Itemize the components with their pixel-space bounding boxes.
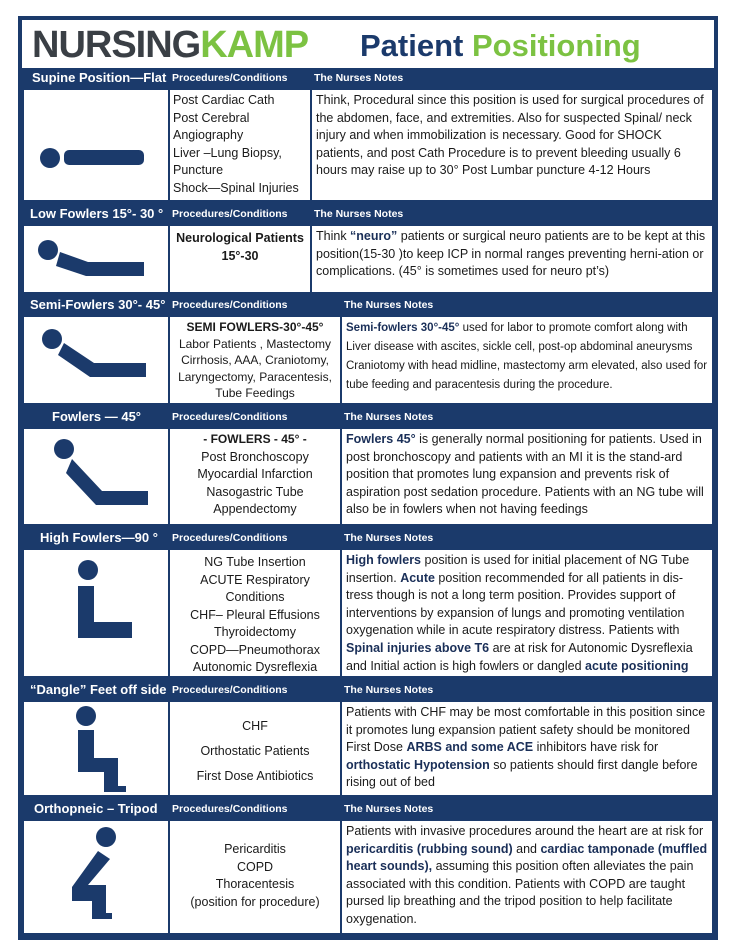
notes-emphasis: Fowlers 45°: [346, 432, 416, 446]
position-icon-cell: [24, 429, 168, 524]
notes-text: inhibitors have risk for: [533, 740, 659, 755]
position-title: High Fowlers—90 °: [40, 530, 158, 545]
procedure-item: Cirrhosis, AAA, Craniotomy,: [181, 353, 329, 367]
page-title: [360, 26, 641, 66]
notes-column-header: The Nurses Notes: [344, 299, 434, 311]
procedures-column-header: Procedures/Conditions: [172, 803, 288, 815]
procedures-cell: [170, 90, 310, 200]
position-title: “Dangle” Feet off side: [30, 682, 167, 697]
notes-emphasis: “neuro”: [350, 229, 398, 243]
position-title: Supine Position—Flat: [32, 70, 167, 85]
section-fowlers: [22, 407, 714, 528]
procedure-item: (position for procedure): [190, 894, 320, 909]
procedures-cell: [170, 317, 340, 403]
notes-text: Patients with invasive procedures around the heart are at risk for: [346, 824, 704, 838]
procedure-item: Tube Feedings: [215, 386, 295, 400]
notes-emphasis: ARBS and some ACE: [406, 740, 534, 755]
notes-cell: [342, 429, 712, 524]
position-icon-cell: [24, 550, 168, 676]
procedures-heading: SEMI FOWLERS-30°-45°: [186, 320, 324, 334]
notes-text: position recommended for all patients in dis-tress though is not a long term position. Provides support of interventions by expansion of lungs and promoting ventilation oxygenation while in acute respiratory distress. Patients with: [346, 570, 685, 638]
procedure-item: Liver –Lung Biopsy,: [173, 145, 282, 160]
notes-text: used for labor to promote comfort along with Liver disease with ascites, sickle cell, post-op abdominal aneurysms Craniotomy with head midline, mastectomy arm elevated, also used for tube feeding and paracentesis during the procedure.: [346, 322, 708, 391]
low-fowlers-figure-icon: [24, 226, 168, 292]
section-header: [22, 528, 714, 548]
procedure-item: Pericarditis: [224, 842, 286, 856]
notes-text: position is used for initial placement of NG Tube insertion.: [346, 553, 690, 585]
procedure-item: Post Cerebral: [173, 110, 250, 125]
notes-text: Patients with CHF may be most comfortable in this position since it promotes lung expansion patient safety should be monitored First Dose: [346, 705, 706, 755]
notes-text: Think: [316, 229, 351, 243]
procedure-item: Post Cardiac Cath: [173, 93, 275, 107]
procedures-column-header: Procedures/Conditions: [172, 411, 288, 423]
procedure-item: COPD—Pneumothorax: [190, 642, 320, 657]
section-header: [22, 204, 714, 224]
notes-column-header: The Nurses Notes: [344, 684, 434, 696]
notes-cell: [342, 317, 712, 403]
procedure-item: Labor Patients , Mastectomy: [178, 336, 332, 351]
procedures-cell: [170, 821, 340, 933]
notes-emphasis: Semi-fowlers 30°-45°: [346, 322, 460, 334]
position-title: Low Fowlers 15°- 30 °: [30, 206, 164, 221]
notes-text: is generally normal positioning for patients. Used in post bronchoscopy and patients with an MI it is the stand-ard position that promotes lung expansion and prevents risk of aspiration post sedation procedure. Patients with an NG tube will also be in fowlers when not having feedings: [346, 432, 704, 517]
title-part-1: Patient: [360, 28, 464, 63]
notes-cell: [312, 226, 712, 292]
position-title: Fowlers — 45°: [52, 409, 142, 424]
procedures-column-header: Procedures/Conditions: [172, 208, 288, 220]
procedures-cell: [170, 226, 310, 292]
procedure-item: Shock—Spinal Injuries: [173, 180, 299, 195]
section-semi-fowlers: [22, 295, 714, 407]
section-header: [22, 295, 714, 315]
notes-emphasis: Acute: [400, 570, 435, 585]
notes-text: patients or surgical neuro patients are to be kept at this position(15-30 )to keep ICP in normal ranges preventing herni-ation or complications. (45° is sometimes used for neuro pt’s): [316, 229, 706, 279]
section-high-fowlers: [22, 528, 714, 680]
notes-text: Think, Procedural since this position is used for surgical procedures of the abdomen, face, and extremities. Also for suspected Spinal/ neck injury and when immobilization is necessary. Good for SHOCK patients, and post Cath Procedure is to prevent bleeding usually 6 hours may raise up to 30° Post Lumbar puncture 4-12 Hours: [316, 93, 704, 178]
section-tripod: [22, 799, 714, 936]
procedure-item: Neurological Patients: [176, 231, 304, 245]
position-icon-cell: [24, 226, 168, 292]
section-low-fowlers: [22, 204, 714, 295]
notes-emphasis: cardiac tamponade (muffled heart sounds),: [346, 841, 708, 874]
notes-column-header: The Nurses Notes: [344, 411, 434, 423]
supine-figure-icon: [24, 90, 168, 200]
notes-emphasis: pericarditis (rubbing sound): [346, 841, 513, 856]
position-icon-cell: [24, 317, 168, 403]
brand-part-2: KAMP: [200, 24, 309, 66]
dangle-figure-icon: [24, 702, 168, 795]
fowlers-figure-icon: [24, 429, 168, 524]
procedure-item: Orthostatic Patients: [200, 744, 310, 758]
section-header: [22, 407, 714, 427]
procedure-item: Myocardial Infarction: [197, 467, 313, 481]
procedure-item: First Dose Antibiotics: [196, 769, 314, 783]
section-supine: [22, 68, 714, 204]
procedure-item: CHF: [242, 719, 268, 733]
notes-column-header: The Nurses Notes: [314, 72, 404, 84]
notes-emphasis: orthostatic Hypotension: [346, 757, 490, 772]
notes-cell: [312, 90, 712, 200]
procedure-item: NG Tube Insertion: [204, 555, 306, 569]
procedures-column-header: Procedures/Conditions: [172, 532, 288, 544]
semi-fowlers-figure-icon: [24, 317, 168, 403]
section-header: [22, 680, 714, 700]
procedures-cell: [170, 429, 340, 524]
procedures-heading: - FOWLERS - 45° -: [203, 432, 307, 446]
procedure-item: Thoracentesis: [215, 877, 295, 891]
procedures-cell: [170, 550, 340, 676]
procedures-cell: [170, 702, 340, 795]
procedure-item: Post Bronchoscopy: [201, 449, 309, 464]
procedure-item: Nasogastric Tube: [206, 484, 304, 499]
notes-cell: [342, 550, 712, 676]
notes-column-header: The Nurses Notes: [344, 803, 434, 815]
section-header: [22, 68, 714, 88]
procedures-column-header: Procedures/Conditions: [172, 684, 288, 696]
procedure-item: Appendectomy: [213, 502, 297, 516]
tripod-figure-icon: [24, 821, 168, 933]
procedure-item: Conditions: [225, 590, 285, 604]
notes-emphasis: Spinal injuries above T6: [346, 640, 490, 655]
title-part-2: Positioning: [471, 28, 641, 63]
notes-emphasis: acute positioning: [585, 658, 689, 673]
notes-text: so patients should first dangle before rising out of bed: [346, 757, 698, 790]
notes-cell: [342, 702, 712, 795]
notes-text: are at risk for Autonomic Dysreflexia and Initial action is high fowlers or dangled: [346, 640, 693, 673]
position-icon-cell: [24, 90, 168, 200]
position-title: Orthopneic – Tripod: [34, 801, 158, 816]
procedure-item: ACUTE Respiratory: [200, 572, 310, 587]
procedure-item: Autonomic Dysreflexia: [192, 660, 318, 674]
brand-logo: [32, 23, 308, 67]
notes-column-header: The Nurses Notes: [344, 532, 434, 544]
procedure-item: Puncture: [173, 163, 224, 177]
position-icon-cell: [24, 821, 168, 933]
notes-column-header: The Nurses Notes: [314, 208, 404, 220]
procedure-item: Angiography: [173, 128, 244, 142]
position-title: Semi-Fowlers 30°- 45°: [30, 297, 166, 312]
notes-cell: [342, 821, 712, 933]
page-header: [22, 20, 714, 68]
procedures-column-header: Procedures/Conditions: [172, 72, 288, 84]
procedure-item: 15°-30: [221, 248, 259, 263]
position-icon-cell: [24, 702, 168, 795]
notes-text: assuming this position often alleviates the pain associated with this condition. Patients with COPD are taught pursed lip breathing and the tripod position to help facilitate oxygenation.: [346, 859, 694, 926]
notes-emphasis: High fowlers: [346, 553, 422, 567]
procedure-item: CHF– Pleural Effusions: [190, 607, 320, 622]
high-fowlers-figure-icon: [24, 550, 168, 676]
procedure-item: COPD: [236, 859, 274, 874]
section-header: [22, 799, 714, 819]
notes-text: and: [512, 841, 541, 856]
brand-part-1: NURSING: [32, 24, 201, 66]
section-dangle: [22, 680, 714, 799]
procedure-item: Thyroidectomy: [214, 625, 296, 639]
procedures-column-header: Procedures/Conditions: [172, 299, 288, 311]
procedure-item: Laryngectomy, Paracentesis,: [178, 369, 332, 384]
